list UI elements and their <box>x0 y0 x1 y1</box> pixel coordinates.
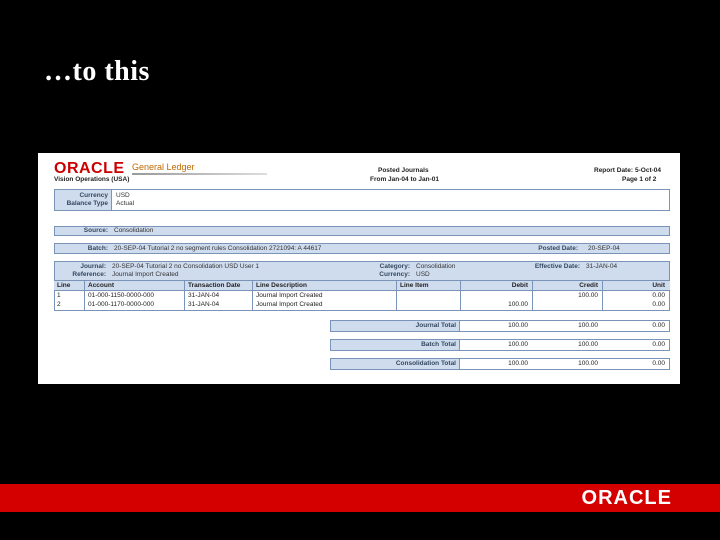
col-line-description: Line Description <box>256 282 307 289</box>
table-row-1-unit: 0.00 <box>652 292 665 299</box>
product-title: General Ledger <box>132 162 195 172</box>
consolidation-total-unit: 0.00 <box>652 360 665 367</box>
effective-date-label: Effective Date: <box>534 263 580 270</box>
report-heading: Posted Journals <box>378 167 429 174</box>
col-separator <box>532 280 533 311</box>
table-row-2-description: Journal Import Created <box>256 301 323 308</box>
posted-date-label: Posted Date: <box>538 245 578 252</box>
slide-title: …to this <box>44 56 150 87</box>
col-unit: Unit <box>652 282 665 289</box>
col-account: Account <box>88 282 114 289</box>
currency-value: USD <box>116 192 130 199</box>
col-separator <box>184 280 185 311</box>
batch-value: 20-SEP-04 Tutorial 2 no segment rules Consolidation 2721094: A 44617 <box>114 245 322 252</box>
journal-total-credit: 100.00 <box>578 322 598 329</box>
col-separator <box>602 280 603 311</box>
journal-label: Journal: <box>80 263 106 270</box>
journal-currency-label: Currency: <box>379 271 410 278</box>
report-period: From Jan-04 to Jan-01 <box>370 176 439 183</box>
oracle-logo: ORACLE <box>54 160 125 177</box>
batch-total-unit: 0.00 <box>652 341 665 348</box>
report-screenshot <box>38 153 680 384</box>
col-separator <box>84 280 85 311</box>
table-row-1-line: 1 <box>57 292 61 299</box>
batch-total-debit: 100.00 <box>508 341 528 348</box>
currency-label: Currency <box>79 192 108 199</box>
consolidation-total-label: Consolidation Total <box>395 360 456 367</box>
table-row-1-date: 31-JAN-04 <box>188 292 220 299</box>
col-transaction-date: Transaction Date <box>188 282 241 289</box>
table-row-2-line: 2 <box>57 301 61 308</box>
reference-label: Reference: <box>72 271 106 278</box>
col-separator <box>396 280 397 311</box>
consolidation-total-debit: 100.00 <box>508 360 528 367</box>
table-row-1-description: Journal Import Created <box>256 292 323 299</box>
table-row-1-credit: 100.00 <box>578 292 598 299</box>
reference-value: Journal Import Created <box>112 271 179 278</box>
page-number: Page 1 of 2 <box>622 176 657 183</box>
balance-type-value: Actual <box>116 200 135 207</box>
col-separator <box>252 280 253 311</box>
source-label: Source: <box>83 227 108 234</box>
table-row-2-unit: 0.00 <box>652 301 665 308</box>
table-row-1-account: 01-000-1150-0000-000 <box>88 292 155 299</box>
col-debit: Debit <box>511 282 528 289</box>
journal-currency-value: USD <box>416 271 430 278</box>
source-value: Consolidation <box>114 227 154 234</box>
col-separator <box>460 280 461 311</box>
table-row-2-account: 01-000-1170-0000-000 <box>88 301 155 308</box>
category-value: Consolidation <box>416 263 456 270</box>
effective-date-value: 31-JAN-04 <box>586 263 618 270</box>
parameters-box <box>54 189 670 211</box>
consolidation-total-credit: 100.00 <box>578 360 598 367</box>
report-date: 5-Oct-04 <box>635 167 662 174</box>
posted-date-value: 20-SEP-04 <box>588 245 620 252</box>
journal-total-debit: 100.00 <box>508 322 528 329</box>
balance-type-label: Balance Type <box>66 200 108 207</box>
journal-total-label: Journal Total <box>415 322 456 329</box>
table-row-2-debit: 100.00 <box>508 301 528 308</box>
header-rule <box>132 173 267 175</box>
col-line: Line <box>57 282 71 289</box>
journal-value: 20-SEP-04 Tutorial 2 no Consolidation USD User 1 <box>112 263 260 270</box>
table-row-2-date: 31-JAN-04 <box>188 301 220 308</box>
footer-oracle-logo: ORACLE <box>581 487 672 509</box>
batch-total-label: Batch Total <box>421 341 456 348</box>
journal-total-unit: 0.00 <box>652 322 665 329</box>
org-name: Vision Operations (USA) <box>54 176 130 183</box>
report-date-label: Report Date: <box>594 167 634 174</box>
col-line-item: Line Item <box>400 282 429 289</box>
batch-total-credit: 100.00 <box>578 341 598 348</box>
batch-label: Batch: <box>87 245 108 252</box>
category-label: Category: <box>379 263 410 270</box>
col-credit: Credit <box>579 282 598 289</box>
